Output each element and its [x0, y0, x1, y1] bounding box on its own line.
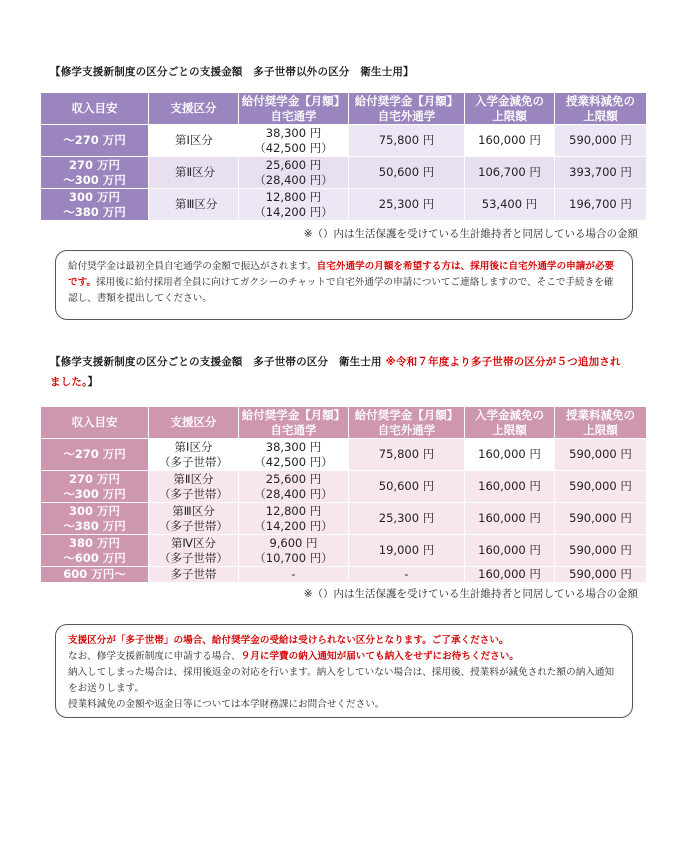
support-table-multichild	[40, 406, 647, 583]
table-row	[41, 471, 647, 503]
header-tuition: 授業料減免の 上限額	[555, 93, 647, 125]
header-entrance: 入学金減免の 上限額	[465, 407, 555, 439]
box-text: 採用後に給付採用者全員に向けてガクシーのチャットで自宅外通学の申請についてご連絡しますので、そこで手続きを確認し、書類を提出してください。	[68, 277, 614, 304]
table-row	[41, 439, 647, 471]
header-home: 給付奨学金【月額】 自宅通学	[239, 93, 349, 125]
income-cell: 600 万円〜	[41, 567, 149, 583]
home-cell: 12,800 円 （14,200 円）	[239, 189, 349, 221]
home-cell: 9,600 円 （10,700 円）	[239, 535, 349, 567]
home-cell: 38,300 円 （42,500 円）	[239, 439, 349, 471]
tuition-cell: 590,000 円	[555, 471, 647, 503]
away-cell: 50,600 円	[349, 157, 465, 189]
category-cell: 第Ⅱ区分 （多子世帯）	[149, 471, 239, 503]
category-cell: 第Ⅲ区分 （多子世帯）	[149, 503, 239, 535]
support-table-standard	[40, 92, 647, 221]
home-cell: 25,600 円 （28,400 円）	[239, 157, 349, 189]
header-category: 支援区分	[149, 93, 239, 125]
entrance-cell: 160,000 円	[465, 567, 555, 583]
away-cell: 50,600 円	[349, 471, 465, 503]
table-row	[41, 125, 647, 157]
category-cell: 第Ⅱ区分	[149, 157, 239, 189]
away-cell: 75,800 円	[349, 439, 465, 471]
box-text: 納入してしまった場合は、採用後返金の対応を行います。納入をしていない場合は、採用後、授業料が減免された額の納入通知をお送りします。	[68, 667, 615, 694]
table-header-row	[41, 407, 647, 439]
table-row	[41, 535, 647, 567]
header-income: 収入目安	[41, 93, 149, 125]
income-cell: 300 万円 〜380 万円	[41, 189, 149, 221]
header-away: 給付奨学金【月額】 自宅外通学	[349, 407, 465, 439]
entrance-cell: 53,400 円	[465, 189, 555, 221]
section2-title-note: ※令和７年度より多子世帯の区分が５つ追加され	[385, 356, 621, 368]
entrance-cell: 106,700 円	[465, 157, 555, 189]
entrance-cell: 160,000 円	[465, 535, 555, 567]
box-text: なお、修学支援新制度に申請する場合、	[68, 651, 241, 662]
header-category: 支援区分	[149, 407, 239, 439]
entrance-cell: 160,000 円	[465, 439, 555, 471]
header-tuition: 授業料減免の 上限額	[555, 407, 647, 439]
table-row	[41, 503, 647, 535]
away-cell: -	[349, 567, 465, 583]
home-cell: -	[239, 567, 349, 583]
category-cell: 第Ⅰ区分	[149, 125, 239, 157]
box-warning: 自宅外通学の月額を希望する方は、採用後に自宅外通学の申請が必要です。	[68, 261, 615, 288]
entrance-cell: 160,000 円	[465, 125, 555, 157]
table-row	[41, 567, 647, 583]
section2-title-note-cont: ました。	[50, 376, 88, 388]
table-note: ※（）内は生活保護を受けている生計維持者と同居している場合の金額	[303, 228, 638, 240]
header-entrance: 入学金減免の 上限額	[465, 93, 555, 125]
category-cell: 第Ⅳ区分 （多子世帯）	[149, 535, 239, 567]
income-cell: 380 万円 〜600 万円	[41, 535, 149, 567]
tuition-cell: 590,000 円	[555, 503, 647, 535]
section2-title	[50, 352, 650, 392]
tuition-cell: 393,700 円	[555, 157, 647, 189]
tuition-cell: 590,000 円	[555, 439, 647, 471]
table-row	[41, 157, 647, 189]
income-cell: 270 万円 〜300 万円	[41, 471, 149, 503]
box-warning: ９月に学費の納入通知が届いても納入をせずにお待ちください。	[240, 651, 519, 662]
table-note: ※（）内は生活保護を受けている生計維持者と同居している場合の金額	[303, 588, 638, 600]
tuition-cell: 590,000 円	[555, 535, 647, 567]
away-cell: 25,300 円	[349, 189, 465, 221]
home-cell: 25,600 円 （28,400 円）	[239, 471, 349, 503]
income-cell: 270 万円 〜300 万円	[41, 157, 149, 189]
away-cell: 75,800 円	[349, 125, 465, 157]
info-box-2	[55, 624, 633, 718]
tuition-cell: 590,000 円	[555, 125, 647, 157]
section2-title-main: 【修学支援新制度の区分ごとの支援金額 多子世帯の区分 衛生士用	[50, 356, 382, 368]
table-header-row	[41, 93, 647, 125]
info-box-1	[55, 250, 633, 320]
entrance-cell: 160,000 円	[465, 503, 555, 535]
tuition-cell: 590,000 円	[555, 567, 647, 583]
header-home: 給付奨学金【月額】 自宅通学	[239, 407, 349, 439]
income-cell: 〜270 万円	[41, 125, 149, 157]
header-away: 給付奨学金【月額】 自宅外通学	[349, 93, 465, 125]
away-cell: 19,000 円	[349, 535, 465, 567]
tuition-cell: 196,700 円	[555, 189, 647, 221]
entrance-cell: 160,000 円	[465, 471, 555, 503]
table-row	[41, 189, 647, 221]
box-text: 授業料減免の金額や返金日等については本学財務課にお問合せください。	[68, 699, 385, 710]
category-cell: 第Ⅰ区分 （多子世帯）	[149, 439, 239, 471]
section2-title-end: 】	[87, 376, 99, 388]
header-income: 収入目安	[41, 407, 149, 439]
home-cell: 12,800 円 （14,200 円）	[239, 503, 349, 535]
category-cell: 第Ⅲ区分	[149, 189, 239, 221]
box-warning: 支援区分が「多子世帯」の場合、給付奨学金の受給は受けられない区分となります。ご了承ください。	[68, 635, 509, 646]
away-cell: 25,300 円	[349, 503, 465, 535]
income-cell: 〜270 万円	[41, 439, 149, 471]
home-cell: 38,300 円 （42,500 円）	[239, 125, 349, 157]
income-cell: 300 万円 〜380 万円	[41, 503, 149, 535]
box-text: 給付奨学金は最初全員自宅通学の金額で振込がされます。	[68, 261, 317, 272]
section1-title: 【修学支援新制度の区分ごとの支援金額 多子世帯以外の区分 衛生士用】	[50, 66, 414, 78]
category-cell: 多子世帯	[149, 567, 239, 583]
